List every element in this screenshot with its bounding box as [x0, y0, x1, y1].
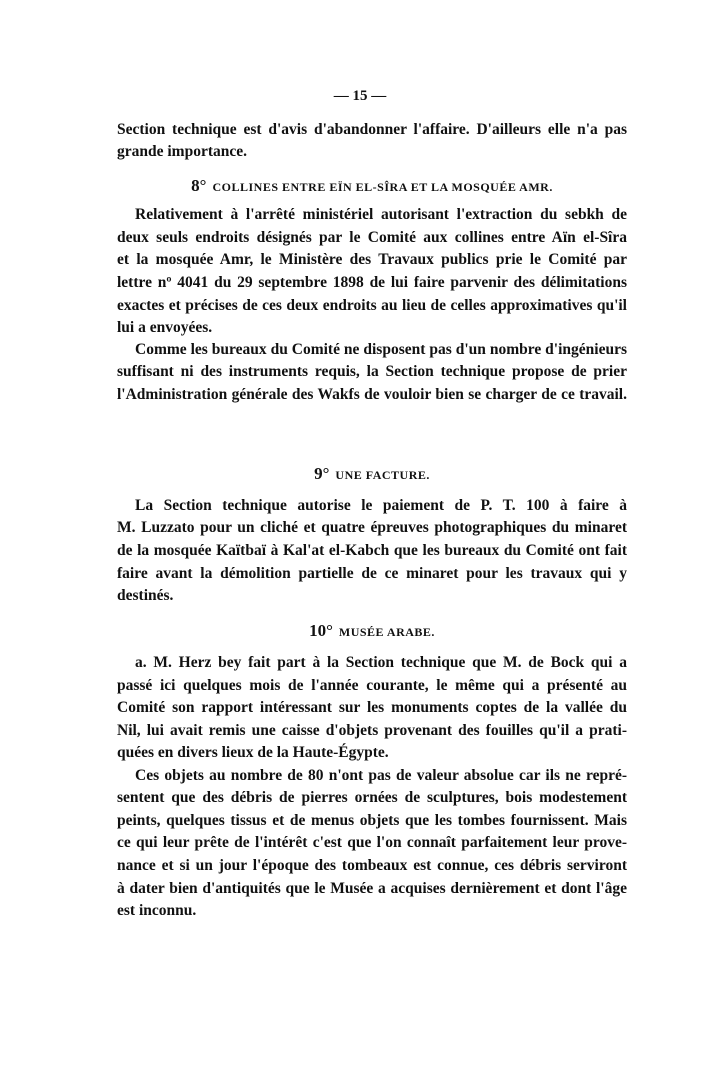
section-heading-8	[117, 176, 627, 197]
text-line: destinés.	[117, 587, 174, 604]
section-heading-9	[117, 464, 627, 485]
section-number: 10°	[309, 621, 333, 640]
text-line: l'Administration générale des Wakfs de vouloir bien se charger de ce travail.	[117, 386, 627, 403]
section-number: 9°	[314, 464, 330, 483]
section-title: MUSÉE ARABE.	[338, 625, 435, 639]
section-number: 8°	[191, 176, 207, 195]
text-line: à dater bien d'antiquités que le Musée a acquises dernièrement et dont l'âge	[117, 880, 627, 897]
text-line: est inconnu.	[117, 902, 197, 919]
text-line: faire avant la démolition partielle de ce minaret pour les travaux qui y	[117, 565, 627, 582]
text-line: deux seuls endroits désignés par le Comité aux collines entre Aïn el-Sîra	[117, 229, 627, 246]
text-line: Relativement à l'arrêté ministériel autorisant l'extraction du sebkh de	[135, 206, 627, 223]
text-line: Comité son rapport intéressant sur les monuments coptes de la vallée du	[117, 699, 627, 716]
section-title: UNE FACTURE.	[335, 468, 430, 482]
text-line: lui a envoyées.	[117, 319, 213, 336]
text-line: Section technique est d'avis d'abandonner l'affaire. D'ailleurs elle n'a pas	[117, 121, 627, 138]
text-line: Nil, lui avait remis une caisse d'objets provenant des fouilles qu'il a prati-	[117, 722, 627, 739]
text-line: grande importance.	[117, 143, 248, 160]
text-line: nance et si un jour l'époque des tombeaux est connue, ces débris serviront	[117, 857, 627, 874]
text-line: exactes et précises de ces deux endroits au lieu de celles approximatives qu'il	[117, 297, 627, 314]
text-line: La Section technique autorise le paiement de P. T. 100 à faire à	[135, 497, 627, 514]
text-line: et la mosquée Amr, le Ministère des Travaux publics prie le Comité par	[117, 251, 627, 268]
text-line: Ces objets au nombre de 80 n'ont pas de valeur absolue car ils ne repré-	[135, 767, 627, 784]
text-line: ce qui leur prête de l'intérêt c'est que l'on connaît parfaitement leur prove-	[117, 834, 627, 851]
text-line: passé ici quelques mois de l'année courante, le même qui a présenté au	[117, 677, 627, 694]
text-line: suffisant ni des instruments requis, la Section technique propose de prier	[117, 363, 627, 380]
text-line: Comme les bureaux du Comité ne disposent pas d'un nombre d'ingénieurs	[135, 341, 627, 358]
text-line: peints, quelques tissus et de menus objets que les tombes fournissent. Mais	[117, 812, 627, 829]
text-line: de la mosquée Kaïtbaï à Kal'at el-Kabch que les bureaux du Comité ont fait	[117, 542, 627, 559]
page-number: — 15 —	[333, 88, 387, 104]
section-heading-10	[117, 621, 627, 642]
text-line: lettre nº 4041 du 29 septembre 1898 de lui faire parvenir des délimitations	[117, 274, 627, 291]
text-line: a. M. Herz bey fait part à la Section technique que M. de Bock qui a	[135, 654, 627, 671]
section-title: COLLINES ENTRE EÏN EL-SÎRA ET LA MOSQUÉE AMR.	[212, 180, 553, 194]
text-line: M. Luzzato pour un cliché et quatre épreuves photographiques du minaret	[117, 519, 627, 536]
text-line: quées en divers lieux de la Haute-Égypte.	[117, 744, 389, 761]
text-line: sentent que des débris de pierres ornées de sculptures, bois modestement	[117, 789, 627, 806]
